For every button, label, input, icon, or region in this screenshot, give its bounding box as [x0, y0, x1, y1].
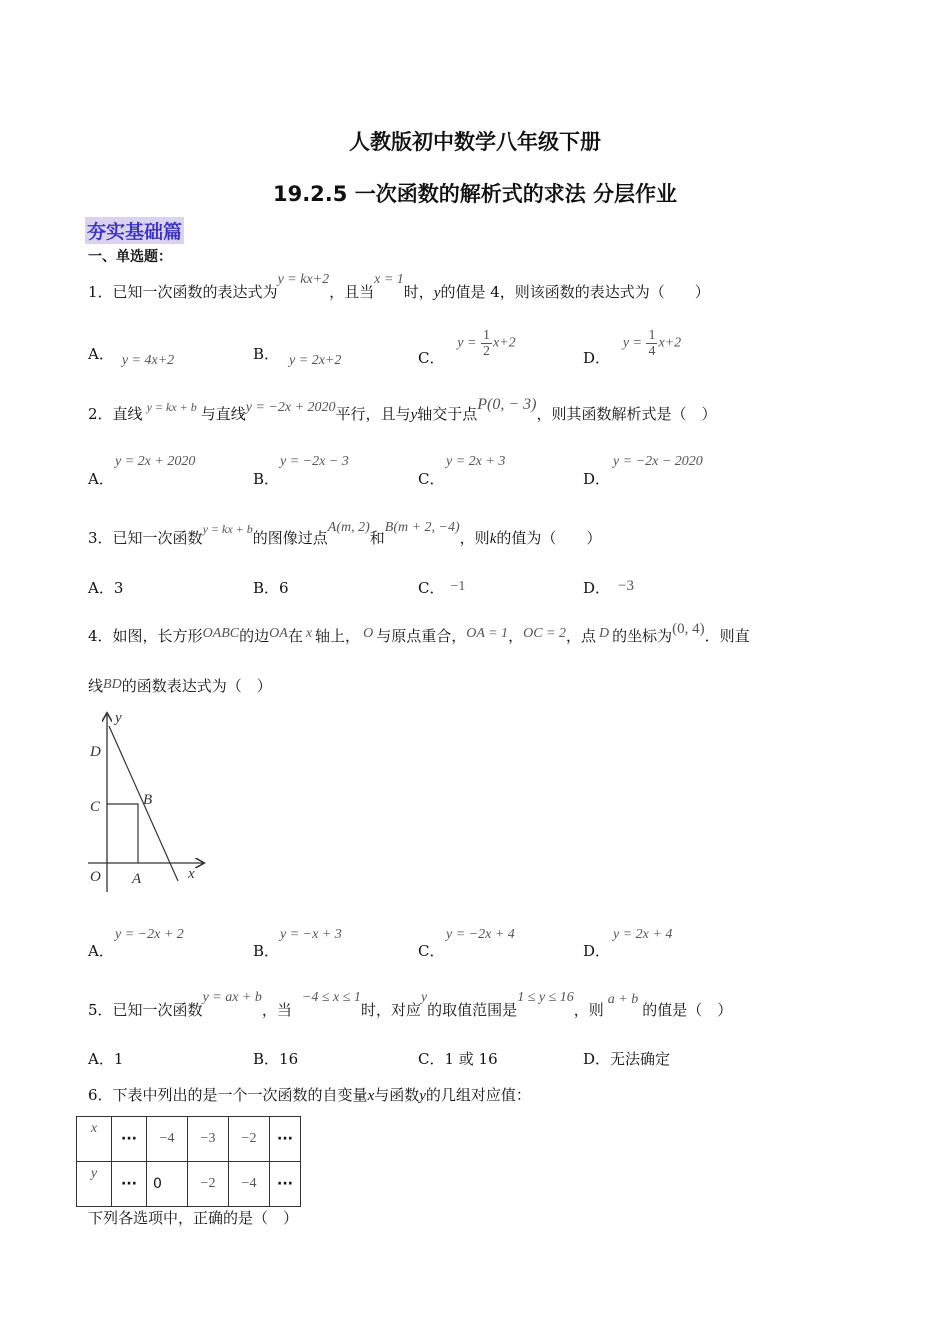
- denominator: 4: [648, 344, 656, 359]
- q5-option-a[interactable]: A．1: [88, 1050, 124, 1068]
- option-label: D．: [583, 470, 611, 488]
- option-label: B．: [253, 470, 280, 488]
- q2-option-b-label: [253, 468, 279, 489]
- question-text: 的函数表达式为（ ）: [121, 677, 272, 695]
- option-math: y = −2x − 3: [280, 454, 349, 469]
- option-label: D．: [583, 579, 611, 597]
- option-math: y = 4x+2: [121, 353, 175, 368]
- question-text: 时，对应: [360, 1001, 421, 1019]
- option-math: y = 2x+2: [289, 353, 342, 368]
- math-expression: O: [363, 626, 374, 641]
- math-variable: y: [419, 1088, 426, 1104]
- question-text: ，当: [261, 1001, 292, 1019]
- table-cell: −4: [147, 1117, 188, 1162]
- question-number: 2．: [88, 405, 113, 423]
- question-number: 3．: [88, 529, 113, 547]
- section-heading: 一、单选题：: [88, 249, 172, 265]
- q5-option-b[interactable]: B．16: [253, 1050, 299, 1068]
- math-expression: y: [420, 990, 428, 1005]
- question-text: 的值是（ ）: [642, 1001, 733, 1019]
- label-d: D: [90, 744, 101, 760]
- q3-option-c[interactable]: [418, 577, 466, 598]
- question-text: ，: [508, 627, 524, 645]
- question-2: [88, 396, 717, 426]
- q1-option-b[interactable]: [253, 343, 342, 368]
- option-math: y = 2x + 2020: [115, 454, 196, 469]
- option-math: −3: [618, 578, 634, 594]
- option-math: −1: [450, 579, 466, 594]
- section-badge: 夯实基础篇: [85, 217, 184, 244]
- question-number: 5．: [88, 1001, 113, 1019]
- label-o: O: [90, 869, 101, 885]
- option-math: [623, 328, 681, 359]
- option-math: y = −x + 3: [280, 927, 342, 942]
- question-text: 与原点重合，: [376, 627, 467, 645]
- numerator: 1: [482, 328, 490, 343]
- table-cell: 0: [147, 1162, 188, 1207]
- math-expression: BD: [103, 677, 122, 692]
- math-expression: OA: [269, 626, 288, 641]
- numerator: 1: [648, 328, 656, 343]
- question-text: 线: [88, 677, 104, 695]
- question-4: [88, 621, 750, 648]
- table-cell: ···: [112, 1162, 147, 1207]
- question-text: 已知一次函数: [112, 529, 203, 547]
- fraction: [481, 328, 492, 359]
- question-text: ，则: [459, 529, 490, 547]
- table-row: [77, 1117, 301, 1162]
- math-expression: (0, 4): [672, 621, 705, 637]
- table-cell: −4: [229, 1162, 270, 1207]
- math-expression: y = kx + b: [146, 400, 197, 414]
- q2-option-c-label: [418, 468, 444, 489]
- math-expression: OC = 2: [523, 626, 566, 641]
- question-6-prompt: 下列各选项中，正确的是（ ）: [88, 1209, 299, 1227]
- question-text: 时，: [403, 283, 434, 301]
- q4-option-a-label: [88, 940, 114, 961]
- q2-option-d-label: [583, 468, 610, 489]
- label-x: x: [188, 866, 195, 882]
- q4-option-b-label: [253, 940, 279, 961]
- math-expression: y = kx + b: [202, 522, 253, 536]
- math-part: x+2: [658, 335, 682, 351]
- option-label: C．: [418, 942, 445, 960]
- option-label: C．: [418, 470, 445, 488]
- document-title: 人教版初中数学八年级下册: [349, 130, 601, 154]
- table-cell: ···: [112, 1117, 147, 1162]
- option-label: B．: [253, 942, 280, 960]
- math-expression: x = 1: [374, 272, 404, 287]
- q2-option-a-label: [88, 468, 114, 489]
- question-text: 轴交于点: [417, 405, 478, 423]
- q4-option-d-label: [583, 940, 610, 961]
- question-text: 与函数: [374, 1086, 420, 1104]
- q1-option-a[interactable]: [88, 343, 175, 368]
- math-expression: 1 ≤ y ≤ 16: [517, 990, 574, 1005]
- question-text: ，且当: [329, 283, 375, 301]
- q4-coordinate-figure: [80, 706, 210, 896]
- option-label: B．: [253, 345, 280, 363]
- q3-option-d[interactable]: [583, 577, 634, 598]
- question-text: 已知一次函数的表达式为: [112, 283, 278, 301]
- option-label: D．: [583, 942, 611, 960]
- question-3: [88, 520, 602, 550]
- math-expression: a + b: [607, 992, 639, 1007]
- option-math: y = −2x + 4: [446, 927, 515, 942]
- table-cell: ···: [270, 1162, 301, 1207]
- question-text: ．则直: [704, 627, 750, 645]
- q1-option-c[interactable]: [418, 328, 516, 367]
- q4-option-c-label: [418, 940, 444, 961]
- table-cell: ···: [270, 1117, 301, 1162]
- math-expression: y = ax + b: [202, 990, 262, 1005]
- denominator: 2: [482, 344, 490, 359]
- question-text: 下表中列出的是一个一次函数的自变量: [112, 1086, 368, 1104]
- question-text: 的几组对应值：: [425, 1086, 531, 1104]
- question-number: 6．: [88, 1086, 113, 1104]
- option-label: C．: [418, 348, 445, 367]
- table-cell: −3: [188, 1117, 229, 1162]
- q5-option-c[interactable]: C．1 或 16: [418, 1050, 498, 1068]
- question-number: 4．: [88, 627, 113, 645]
- option-label: A．: [88, 942, 114, 960]
- question-text: 直线: [112, 405, 143, 423]
- option-label: A．: [88, 470, 114, 488]
- math-variable: y: [410, 407, 418, 423]
- question-text: 的值为（ ）: [496, 529, 602, 547]
- math-part: y =: [457, 335, 477, 351]
- math-expression: D: [599, 626, 610, 641]
- math-expression: OA = 1: [466, 626, 509, 641]
- q5-option-d[interactable]: D．无法确定: [583, 1050, 671, 1068]
- question-text: 轴上，: [315, 627, 361, 645]
- rectangle-oabc: [107, 804, 138, 863]
- math-expression: B(m + 2, −4): [384, 520, 460, 535]
- math-expression: y = kx+2: [277, 272, 330, 287]
- question-text: 在: [287, 627, 303, 645]
- table-cell: x: [77, 1117, 112, 1162]
- question-4-line-2: [88, 676, 272, 698]
- question-number: 1．: [88, 283, 113, 301]
- math-expression: −4 ≤ x ≤ 1: [301, 990, 361, 1005]
- fraction: [646, 328, 657, 359]
- option-math: y = 2x + 3: [446, 454, 506, 469]
- q3-option-b[interactable]: B．6: [253, 579, 289, 597]
- table-cell: −2: [188, 1162, 229, 1207]
- math-part: y =: [622, 335, 642, 351]
- q3-option-a[interactable]: A．3: [88, 579, 124, 597]
- q1-option-d[interactable]: [583, 328, 682, 367]
- label-y: y: [115, 710, 122, 726]
- table-row: [77, 1162, 301, 1207]
- document-subtitle: 19.2.5 一次函数的解析式的求法 分层作业: [272, 182, 678, 206]
- question-text: ，则: [573, 1001, 604, 1019]
- math-expression: x: [305, 626, 313, 641]
- question-text: ，则其函数解析式是（ ）: [536, 405, 717, 423]
- option-math: y = −2x − 2020: [613, 454, 703, 469]
- table-cell: y: [77, 1162, 112, 1207]
- question-text: ，点: [565, 627, 596, 645]
- question-text: 的边: [239, 627, 270, 645]
- question-text: 和: [369, 529, 385, 547]
- math-part: x+2: [492, 335, 516, 351]
- option-math: y = 2x + 4: [613, 927, 673, 942]
- label-c: C: [90, 799, 101, 815]
- question-6: [88, 1085, 531, 1106]
- option-label: C．: [418, 579, 445, 597]
- option-label: D．: [583, 348, 611, 367]
- math-expression: A(m, 2): [327, 520, 370, 535]
- question-text: 如图，长方形: [112, 627, 203, 645]
- math-variable: x: [367, 1088, 375, 1104]
- question-text: 的取值范围是: [427, 1001, 518, 1019]
- math-variable: k: [489, 531, 497, 547]
- question-1: [88, 272, 710, 304]
- label-b: B: [143, 792, 153, 808]
- option-label: A．: [88, 345, 114, 363]
- math-variable: y: [433, 285, 441, 301]
- math-expression: P(0, − 3): [477, 396, 537, 413]
- option-math: [457, 328, 515, 359]
- table-cell: −2: [229, 1117, 270, 1162]
- math-expression: OABC: [202, 626, 240, 641]
- question-text: 的坐标为: [612, 627, 673, 645]
- question-text: 的图像过点: [252, 529, 328, 547]
- question-5: [88, 990, 733, 1022]
- label-a: A: [132, 871, 142, 887]
- question-text: 的值是 4，则该函数的表达式为（ ）: [440, 283, 710, 301]
- option-math: y = −2x + 2: [115, 927, 184, 942]
- question-text: 与直线: [200, 405, 246, 423]
- value-table: [76, 1116, 301, 1207]
- question-text: 平行，且与: [335, 405, 411, 423]
- question-text: 已知一次函数: [112, 1001, 203, 1019]
- math-expression: y = −2x + 2020: [245, 400, 336, 415]
